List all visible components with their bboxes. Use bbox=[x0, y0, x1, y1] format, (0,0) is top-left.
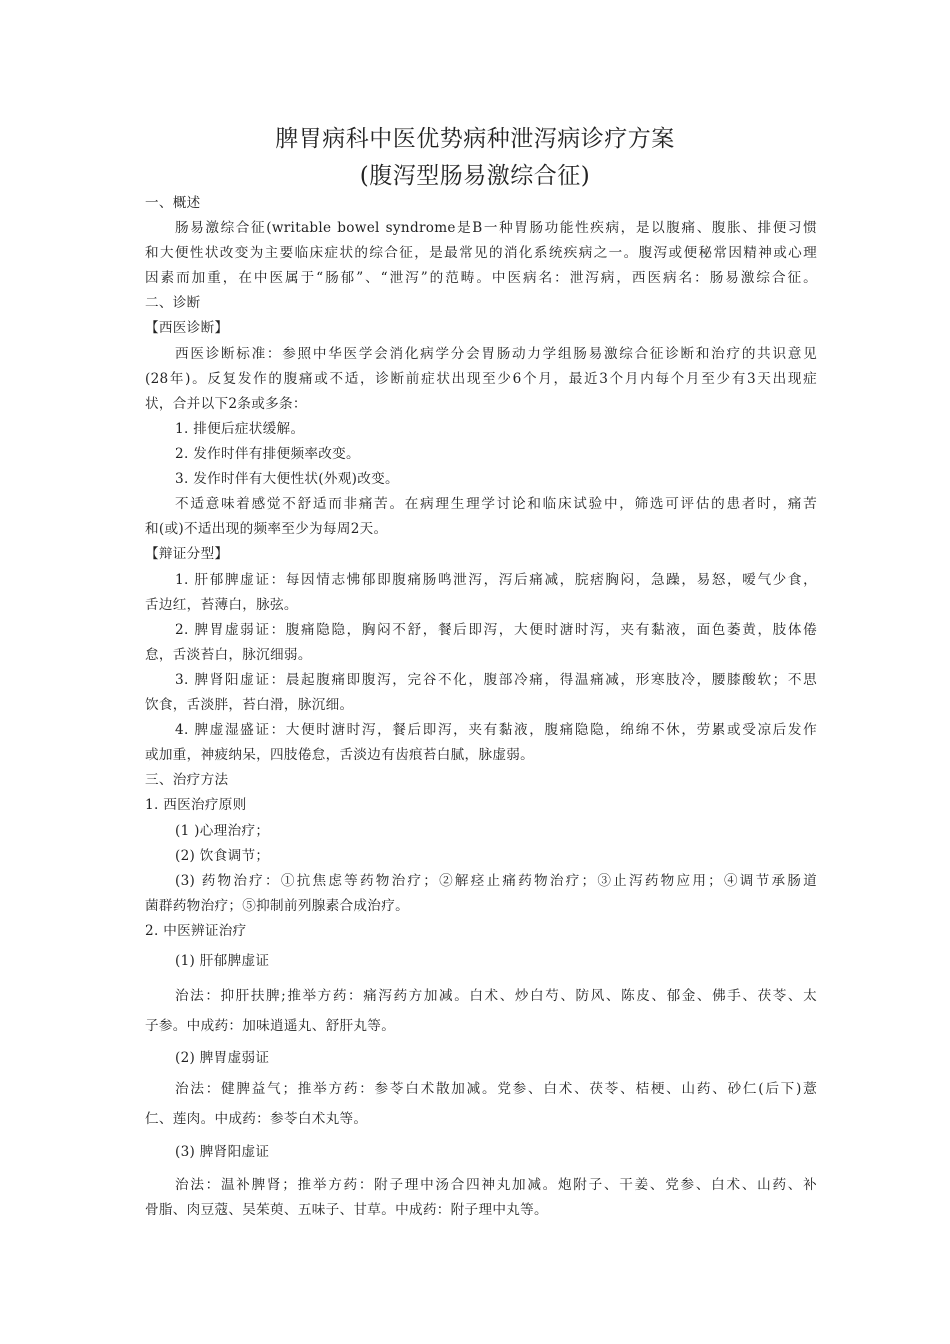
subsection-heading: 【辩证分型】 bbox=[145, 546, 229, 562]
paragraph-line: 骨脂、肉豆蔻、吴茱萸、五味子、甘草。中成药：附子理中丸等。 bbox=[145, 1202, 548, 1218]
list-item: 1. 肝郁脾虚证：每因情志怫郁即腹痛肠鸣泄泻，泻后痛减，脘痞胸闷，急躁，易怒，嗳气少食， bbox=[175, 572, 817, 588]
subsection-heading: 2. 中医辨证治疗 bbox=[145, 923, 247, 939]
list-item: (2) 饮食调节； bbox=[175, 848, 270, 864]
list-item: 3. 发作时伴有大便性状(外观)改变。 bbox=[175, 471, 399, 487]
list-item-continuation: 舌边红，苔薄白，脉弦。 bbox=[145, 597, 298, 613]
list-item-continuation: 或加重，神疲纳呆，四肢倦怠，舌淡边有齿痕苔白腻，脉虚弱。 bbox=[145, 747, 535, 763]
section-heading-diagnosis: 二、诊断 bbox=[145, 295, 201, 311]
list-item-continuation: 菌群药物治疗；⑤抑制前列腺素合成治疗。 bbox=[145, 898, 409, 914]
paragraph-line: 治法：抑肝扶脾;推举方药：痛泻药方加减。白术、炒白芍、防风、陈皮、郁金、佛手、茯苓、太 bbox=[175, 988, 817, 1004]
syndrome-heading: (2) 脾胃虚弱证 bbox=[175, 1050, 270, 1066]
list-item: 2. 发作时伴有排便频率改变。 bbox=[175, 446, 360, 462]
list-item-continuation: 怠，舌淡苔白，脉沉细弱。 bbox=[145, 647, 312, 663]
section-heading-overview: 一、概述 bbox=[145, 195, 201, 211]
paragraph-line: 和(或)不适出现的频率至少为每周2天。 bbox=[145, 521, 388, 537]
syndrome-heading: (3) 脾肾阳虚证 bbox=[175, 1144, 270, 1160]
paragraph-line: 肠易激综合征(writable bowel syndrome是B一种胃肠功能性疾病，是以腹痛、腹胀、排便习惯 bbox=[175, 220, 817, 236]
paragraph-line: 状，合并以下2条或多条： bbox=[145, 396, 307, 412]
list-item: 1. 排便后症状缓解。 bbox=[175, 421, 305, 437]
document-subtitle: (腹泻型肠易激综合征) bbox=[359, 163, 591, 189]
list-item: 3. 脾肾阳虚证：晨起腹痛即腹泻，完谷不化，腹部冷痛，得温痛减，形寒肢冷，腰膝酸软；不思 bbox=[175, 672, 817, 688]
paragraph-line: 西医诊断标准：参照中华医学会消化病学分会胃肠动力学组肠易激综合征诊断和治疗的共识意见 bbox=[175, 346, 817, 362]
list-item: (3) 药物治疗：①抗焦虑等药物治疗；②解痉止痛药物治疗；③止泻药物应用；④调节承肠道 bbox=[175, 873, 817, 889]
paragraph-line: 仁、莲肉。中成药：参苓白术丸等。 bbox=[145, 1111, 368, 1127]
paragraph-line: 不适意味着感觉不舒适而非痛苦。在病理生理学讨论和临床试验中，筛选可评估的患者时，痛苦 bbox=[175, 496, 817, 512]
paragraph-line: (28年)。反复发作的腹痛或不适，诊断前症状出现至少6个月，最近3个月内每个月至少有3天出现症 bbox=[145, 371, 817, 387]
paragraph-line: 和大便性状改变为主要临床症状的综合征，是最常见的消化系统疾病之一。腹泻或便秘常因精神或心理 bbox=[145, 245, 817, 261]
document-title: 脾胃病科中医优势病种泄泻病诊疗方案 bbox=[275, 126, 675, 152]
list-item-continuation: 饮食，舌淡胖，苔白滑，脉沉细。 bbox=[145, 697, 354, 713]
subsection-heading: 【西医诊断】 bbox=[145, 320, 229, 336]
subsection-heading: 1. 西医治疗原则 bbox=[145, 797, 247, 813]
list-item: 2. 脾胃虚弱证：腹痛隐隐，胸闷不舒，餐后即泻，大便时溏时泻，夹有黏液，面色萎黄，肢体倦 bbox=[175, 622, 817, 638]
paragraph-line: 子参。中成药：加味逍遥丸、舒肝丸等。 bbox=[145, 1018, 396, 1034]
paragraph-line: 治法：温补脾肾；推举方药：附子理中汤合四神丸加减。炮附子、干姜、党参、白术、山药、补 bbox=[175, 1177, 817, 1193]
paragraph-line: 因素而加重，在中医属于“肠郁”、“泄泻”的范畴。中医病名：泄泻病，西医病名：肠易激综合征。 bbox=[145, 270, 817, 286]
paragraph-line: 治法：健脾益气；推举方药：参苓白术散加减。党参、白术、茯苓、桔梗、山药、砂仁(后下)薏 bbox=[175, 1081, 817, 1097]
syndrome-heading: (1) 肝郁脾虚证 bbox=[175, 953, 270, 969]
list-item: (1 )心理治疗； bbox=[175, 823, 270, 839]
section-heading-treatment: 三、治疗方法 bbox=[145, 772, 229, 788]
list-item: 4. 脾虚湿盛证：大便时溏时泻，餐后即泻，夹有黏液，腹痛隐隐，绵绵不休，劳累或受凉后发作 bbox=[175, 722, 817, 738]
